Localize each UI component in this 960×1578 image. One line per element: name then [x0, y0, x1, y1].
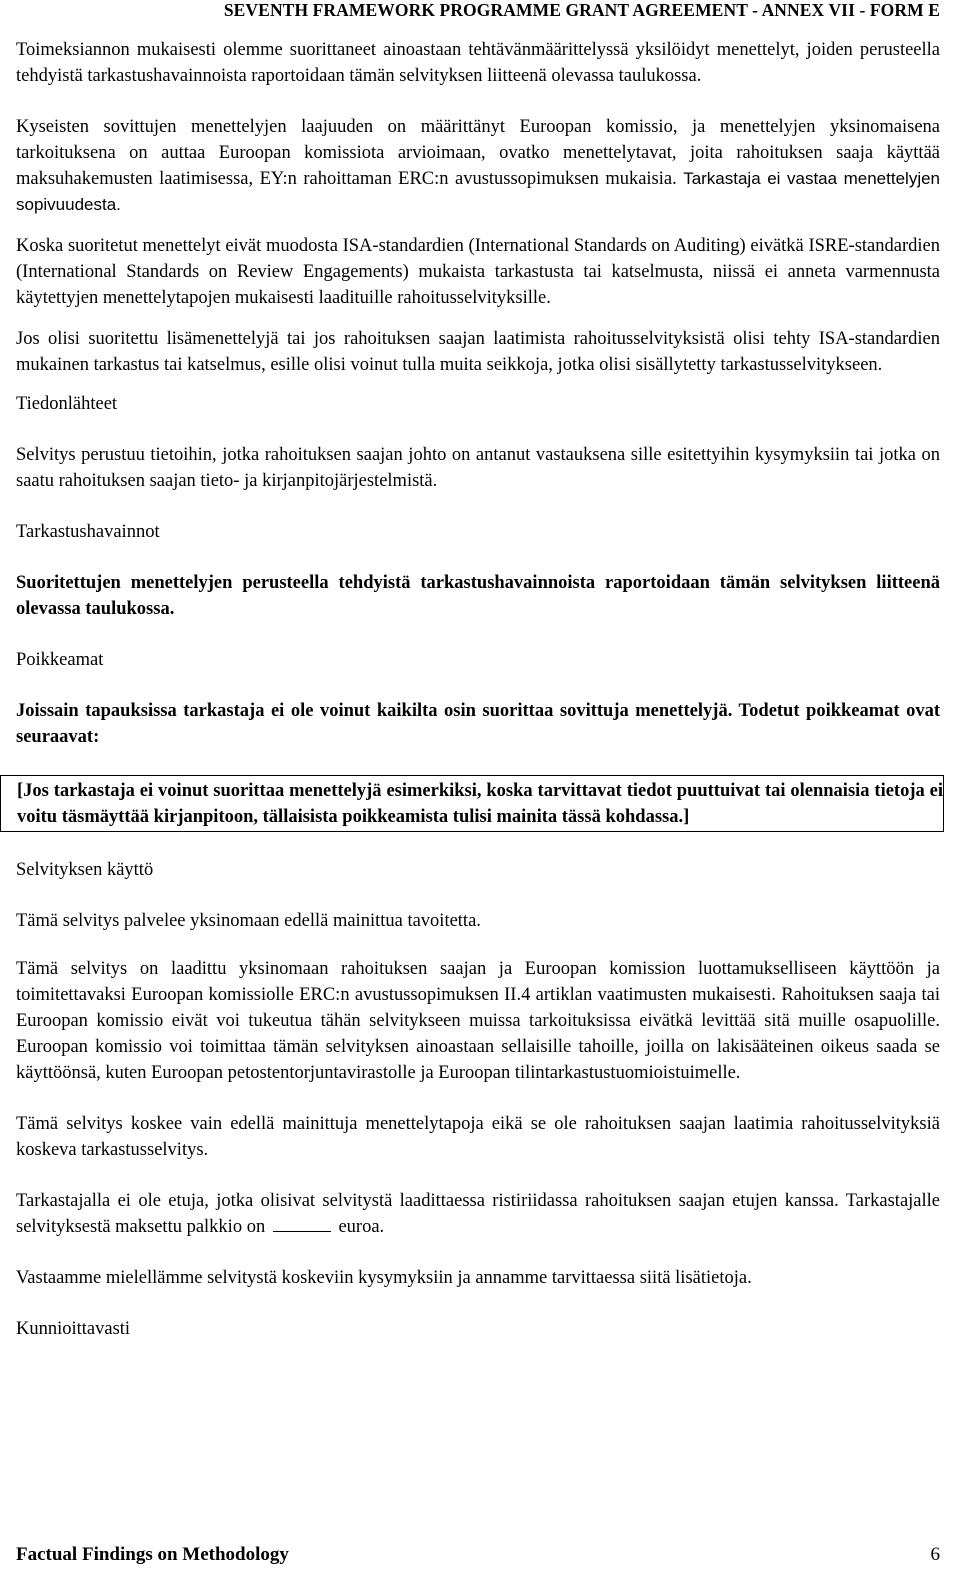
- heading-report-use: Selvityksen käyttö: [16, 860, 154, 880]
- paragraph-exceptions: Joissain tapauksissa tarkastaja ei ole voinut kaikilta osin suorittaa sovittuja menettelyjä. Todetut poikkeamat ovat seuraavat:: [16, 701, 940, 747]
- paragraph-confidentiality: Tämä selvitys on laadittu yksinomaan rahoituksen saajan ja Euroopan komission luottamukselliseen käyttöön ja toimitettavaksi Euroopan komissiolle ERC:n avustussopimuksen II.4 artiklan vaatimusten mukaisesti. Rahoituksen saaja tai Euroopan komissio eivät voi tukeutua tähän selvitykseen muissa tarkoituksissa eivätkä levittää sitä muille osapuolille. Euroopan komissio voi toimittaa tämän selvityksen ainoastaan sellaisille tahoille, joilla on lakisääteinen oikeus saada se käyttöönsä, kuten Euroopan petostentorjuntavirastolle ja Euroopan tilintarkastustuomioistuimelle.: [16, 959, 940, 1083]
- paragraph-additional-procedures: Jos olisi suoritettu lisämenettelyjä tai jos rahoituksen saajan laatimista rahoitusselvityksistä olisi tehty ISA-standardien mukainen tarkastus tai katselmus, esille olisi voinut tulla muita seikkoja, jotka olisi sisällytetty tarkastusselvitykseen.: [16, 329, 940, 375]
- paragraph-report-purpose: Tämä selvitys palvelee yksinomaan edellä mainittua tavoitetta.: [16, 911, 481, 931]
- paragraph-scope-definition-main: Kyseisten sovittujen menettelyjen laajuuden on määrittänyt Euroopan komissio, ja menettelyjen yksinomaisena tarkoituksena on auttaa Euroopan komissiota arvioimaan, ovatko menettelytavat, joita rahoituksen saaja käyttää maksuhakemusten laatimisessa, EY:n rahoittaman ERC:n avustussopimuksen mukaisia.: [16, 117, 940, 189]
- fee-blank-field: [273, 1214, 331, 1232]
- sign-off: Kunnioittavasti: [16, 1319, 131, 1339]
- heading-sources: Tiedonlähteet: [16, 394, 118, 414]
- footer-title: Factual Findings on Methodology: [16, 1544, 289, 1565]
- paragraph-independence-fee: [16, 1188, 940, 1240]
- paragraph-independence-text: Tarkastajalla ei ole etuja, jotka olisivat selvitystä laadittaessa ristiriidassa rahoituksen saajan etujen kanssa. Tarkastajalle selvityksestä maksettu palkkio on: [16, 1191, 940, 1237]
- page-number: 6: [930, 1544, 940, 1565]
- paragraph-responsibility-note: Tarkastaja ei vastaa menettelyjen sopivuudesta.: [16, 169, 941, 214]
- page-header: SEVENTH FRAMEWORK PROGRAMME GRANT AGREEMENT - ANNEX VII - FORM E: [223, 0, 940, 20]
- document-body: [16, 37, 943, 1342]
- paragraph-isa-standards: Koska suoritetut menettelyt eivät muodosta ISA-standardien (International Standards on Auditing) eivätkä ISRE-standardien (International Standards on Review Engagements) mukaista tarkastusta tai katselmusta, niissä ei anneta varmennusta käytettyjen menettelytapojen mukaisesti laadituille rahoitusselvityksille.: [16, 236, 940, 308]
- paragraph-scope-definition: [16, 114, 940, 218]
- paragraph-findings: Suoritettujen menettelyjen perusteella tehdyistä tarkastushavainnoista raportoidaan tämän selvityksen liitteenä olevassa taulukossa.: [16, 573, 940, 619]
- heading-findings: Tarkastushavainnot: [16, 522, 160, 542]
- paragraph-scope-intro: Toimeksiannon mukaisesti olemme suorittaneet ainoastaan tehtävänmäärittelyssä yksilöidyt menettelyt, joiden perusteella tehdyistä tarkastushavainnoista raportoidaan tämän selvityksen liitteenä olevassa taulukossa.: [16, 40, 940, 86]
- paragraph-scope-limitation: Tämä selvitys koskee vain edellä mainittuja menettelytapoja eikä se ole rahoituksen saajan laatimia rahoitusselvityksiä koskeva tarkastusselvitys.: [16, 1114, 940, 1160]
- heading-exceptions: Poikkeamat: [16, 650, 104, 670]
- fee-currency: euroa.: [338, 1217, 385, 1237]
- paragraph-closing: Vastaamme mielellämme selvitystä koskeviin kysymyksiin ja annamme tarvittaessa siitä lisätietoja.: [16, 1268, 752, 1288]
- paragraph-sources: Selvitys perustuu tietoihin, jotka rahoituksen saajan johto on antanut vastauksena sille esitettyihin kysymyksiin tai jotka on saatu rahoituksen saajan tieto- ja kirjanpitojärjestelmistä.: [16, 445, 940, 491]
- exceptions-placeholder-box: [Jos tarkastaja ei voinut suorittaa menettelyjä esimerkiksi, koska tarvittavat tiedot puuttuivat tai olennaisia tietoja ei voitu täsmäyttää kirjanpitoon, tällaisista poikkeamista tulisi mainita tässä kohdassa.]: [0, 775, 944, 832]
